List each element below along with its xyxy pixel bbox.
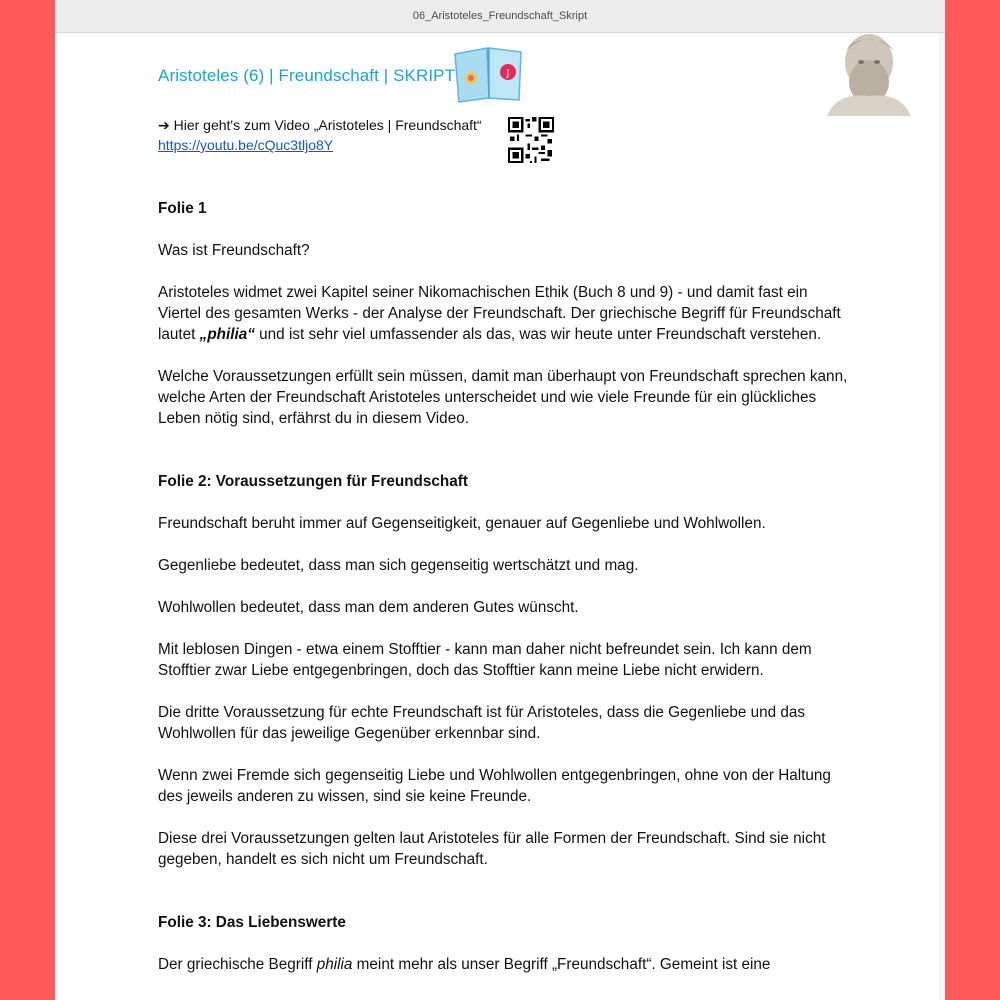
folie-2-paragraph-1: Freundschaft beruht immer auf Gegenseitigkeit, genauer auf Gegenliebe und Wohlwollen. [158, 515, 766, 532]
folie-2-paragraph-3: Wohlwollen bedeutet, dass man dem anderen Gutes wünscht. [158, 599, 579, 616]
philia-term-2: philia [316, 956, 353, 973]
folie-1-paragraph-2: Welche Voraussetzungen erfüllt sein müssen, damit man überhaupt von Freundschaft sprechen kann, welche Arten der Freundschaft Aristoteles unterscheidet und wie viele Freunde für ein glückliches Leben nötig sind, erfährst du in diesem Video. [158, 368, 848, 427]
folie-2-heading: Folie 2: Voraussetzungen für Freundschaft [158, 473, 468, 490]
folie-2-paragraph-2: Gegenliebe bedeutet, dass man sich gegenseitig wertschätzt und mag. [158, 557, 639, 574]
folie-1-paragraph [158, 282, 848, 345]
folie-2-paragraph-5: Die dritte Voraussetzung für echte Freundschaft ist für Aristoteles, dass die Gegenliebe und das Wohlwollen für das jeweilige Gegenüber erkennbar sind. [158, 704, 806, 742]
book-icon [451, 44, 527, 104]
folie-2-paragraph-6: Wenn zwei Fremde sich gegenseitig Liebe und Wohlwollen entgegenbringen, ohne von der Haltung des jeweils anderen zu wissen, sind sie keine Freunde. [158, 767, 831, 805]
folie-3-paragraph-1 [158, 954, 848, 975]
folie-2-paragraph-7: Diese drei Voraussetzungen gelten laut Aristoteles für alle Formen der Freundschaft. Sind sie nicht gegeben, handelt es sich nicht um Freundschaft. [158, 830, 826, 868]
window-title: 06_Aristoteles_Freundschaft_Skript [412, 10, 588, 22]
folie-1-text-a: Aristoteles widmet zwei Kapitel seiner Nikomachischen Ethik (Buch 8 und 9) - und damit fast ein Viertel des gesamten Werks - der Analyse der Freundschaft. Der griechische Begriff für Freundschaft lautet [158, 284, 841, 343]
philia-term: „philia“ [199, 326, 255, 343]
document-title: Aristoteles (6) | Freundschaft | SKRIPT [158, 66, 456, 85]
folie-1-heading: Folie 1 [158, 200, 207, 217]
title-bar [55, 0, 945, 33]
folie-3-text-b: meint mehr als unser Begriff „Freundschaft“. Gemeint ist eine [352, 956, 771, 973]
document-body [158, 198, 848, 996]
folie-3-heading: Folie 3: Das Liebenswerte [158, 914, 346, 931]
aristotle-bust-image [817, 30, 919, 116]
folie-3-text-a: Der griechische Begriff [158, 956, 317, 973]
folie-1-question: Was ist Freundschaft? [158, 242, 310, 259]
video-link[interactable]: https://youtu.be/cQuc3tljo8Y [158, 137, 334, 153]
scrollbar[interactable] [939, 33, 945, 1000]
folie-1-text-b: und ist sehr viel umfassender als das, was wir heute unter Freundschaft verstehen. [254, 326, 822, 343]
qr-code[interactable] [508, 117, 554, 163]
folie-2-paragraph-4: Mit leblosen Dingen - etwa einem Stofftier - kann man daher nicht befreundet sein. Ich kann dem Stofftier zwar Liebe entgegenbringen, doch das Stofftier kann meine Liebe nicht erwidern. [158, 641, 812, 679]
document-window [55, 0, 945, 1000]
video-prompt: ➔ Hier geht's zum Video „Aristoteles | Freundschaft“ [158, 117, 482, 133]
svg-text:J: J [506, 68, 510, 79]
